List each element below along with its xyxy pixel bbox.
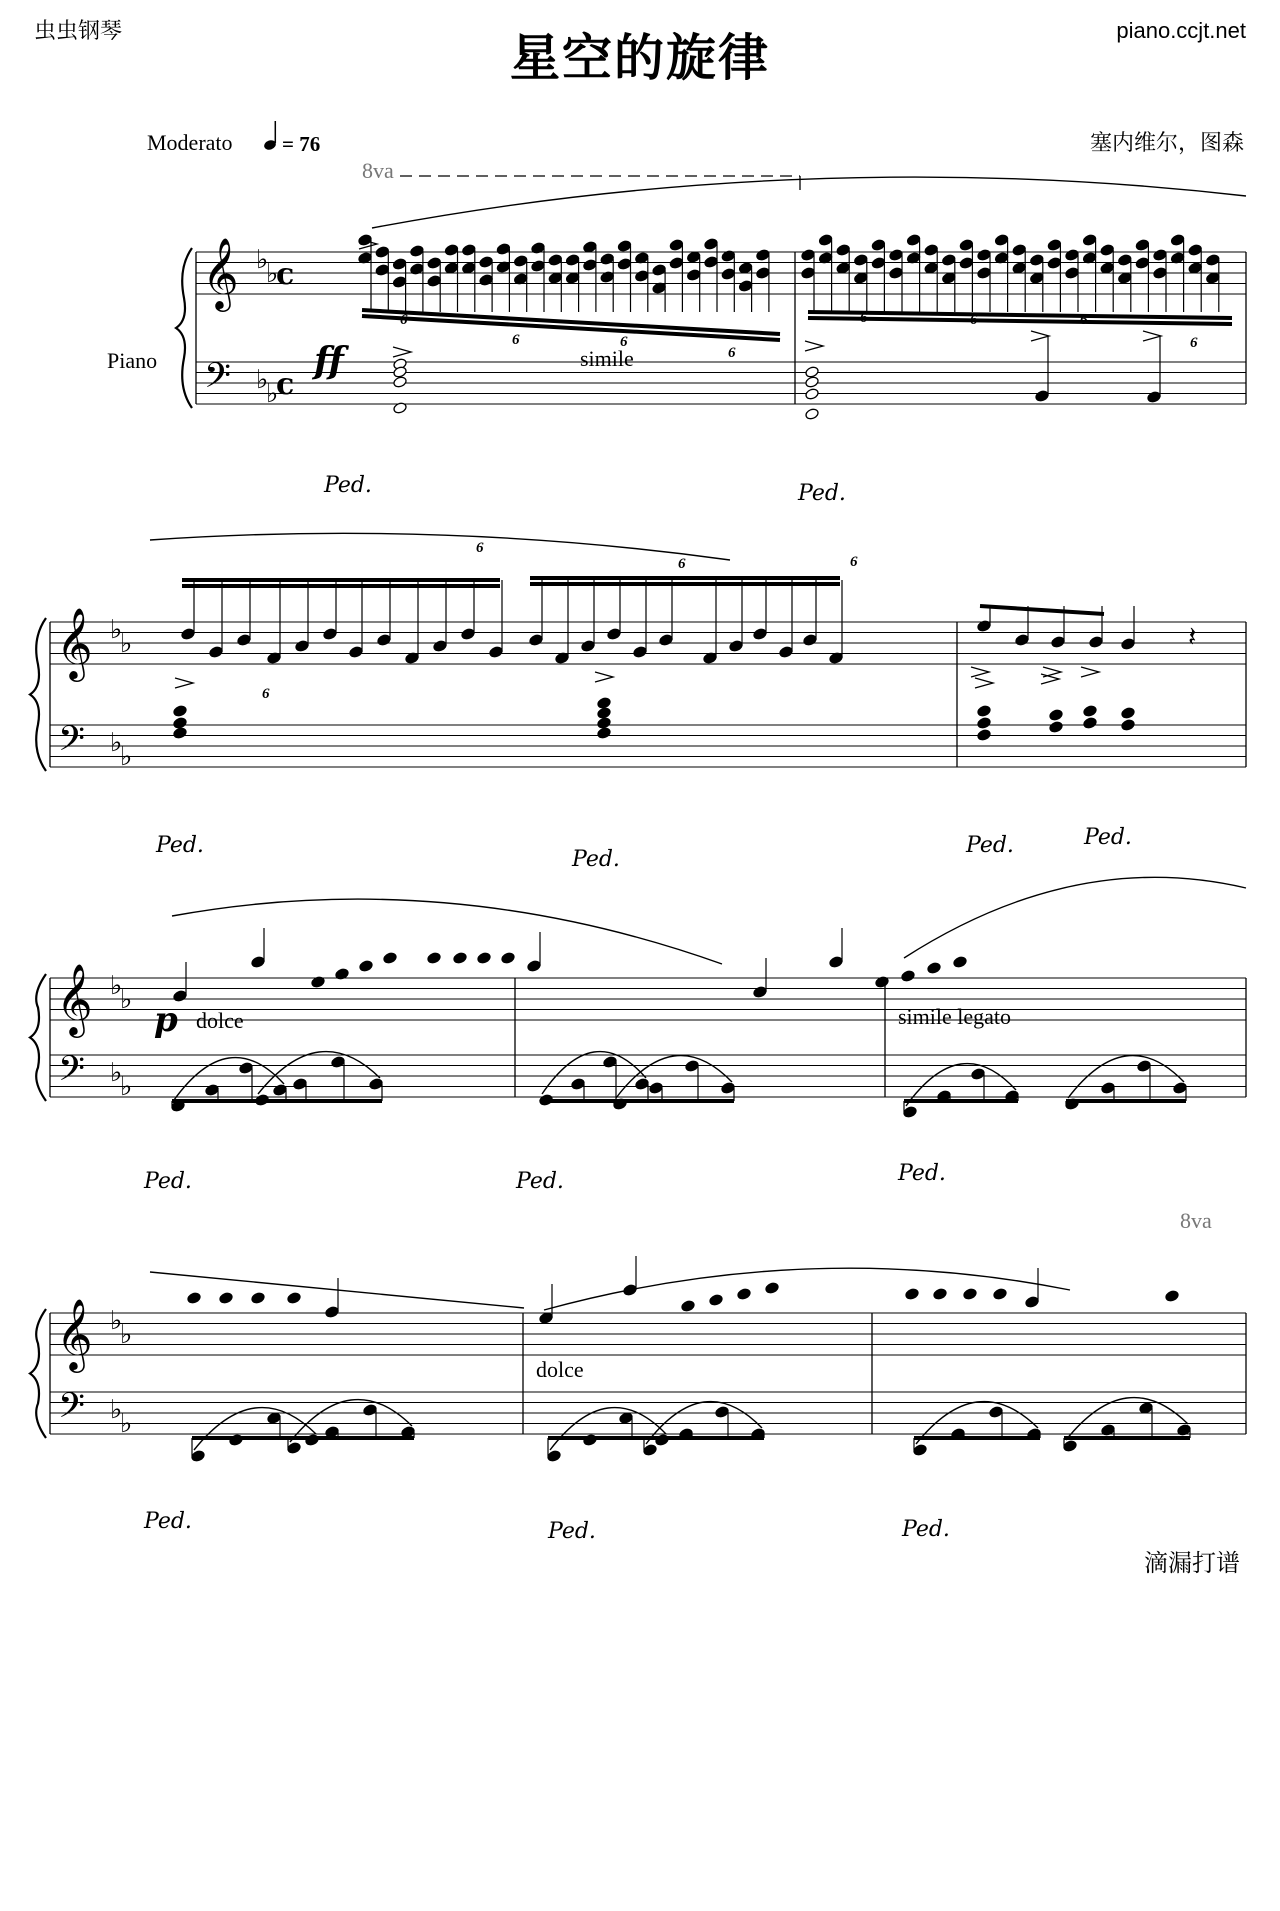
- notehead: [173, 705, 188, 718]
- notehead: [1029, 254, 1044, 267]
- notehead: [1065, 267, 1080, 280]
- notehead: [239, 1062, 254, 1075]
- notehead: [1012, 262, 1027, 275]
- flat-icon: ♭: [110, 1395, 123, 1425]
- pedal-marking: Ped.: [548, 1519, 596, 1544]
- notehead: [1147, 391, 1162, 404]
- notehead: [686, 269, 701, 282]
- notehead: [548, 272, 563, 285]
- notehead: [649, 1082, 664, 1095]
- notehead: [489, 646, 504, 659]
- notehead: [323, 628, 338, 641]
- notehead: [349, 646, 364, 659]
- notehead: [803, 634, 818, 647]
- notehead: [527, 960, 542, 973]
- notehead: [325, 1306, 340, 1319]
- notehead: [753, 986, 768, 999]
- bass-clef-icon: 𝄢: [58, 1048, 86, 1097]
- bass-clef-icon: 𝄢: [58, 718, 86, 767]
- notehead: [977, 267, 992, 280]
- notehead: [444, 262, 459, 275]
- notehead: [427, 952, 442, 965]
- notehead: [801, 249, 816, 262]
- tuplet-number: 6: [678, 556, 686, 572]
- slur: [150, 1272, 524, 1308]
- notehead: [461, 262, 476, 275]
- pedal-marking: Ped.: [572, 847, 620, 872]
- bass-clef-icon: 𝄢: [204, 355, 232, 404]
- dynamic-p: p: [154, 1000, 178, 1040]
- ottava-marking-2: 8va: [1180, 1208, 1212, 1233]
- notehead: [1121, 707, 1136, 720]
- notehead: [709, 1294, 724, 1307]
- notehead: [836, 262, 851, 275]
- notehead: [721, 268, 736, 281]
- notehead: [1029, 272, 1044, 285]
- tempo-marking: Moderato: [147, 130, 233, 155]
- time-signature: c: [276, 367, 295, 402]
- flat-icon: ♭: [120, 742, 133, 772]
- notehead: [634, 270, 649, 283]
- flat-icon: ♭: [110, 1306, 123, 1336]
- notehead: [853, 272, 868, 285]
- pedal-marking: Ped.: [902, 1517, 950, 1542]
- accent-icon: [805, 341, 823, 351]
- notehead: [1100, 262, 1115, 275]
- slur: [904, 877, 1246, 958]
- brace-icon: [30, 618, 46, 771]
- notehead: [461, 244, 476, 257]
- notehead: [1135, 239, 1150, 252]
- tuplet-number: 6: [476, 540, 484, 556]
- notehead: [1188, 262, 1203, 275]
- notehead: [444, 244, 459, 257]
- notehead: [715, 1406, 730, 1419]
- notehead: [173, 717, 188, 730]
- site-name-left: 虫虫钢琴: [34, 19, 123, 44]
- notehead: [219, 1292, 234, 1305]
- beam: [980, 606, 1104, 614]
- slur: [174, 1058, 284, 1100]
- notehead: [479, 256, 494, 269]
- slur: [172, 899, 722, 964]
- accent-icon: [1031, 331, 1049, 341]
- notehead: [191, 1450, 206, 1463]
- notehead: [924, 262, 939, 275]
- notehead: [721, 1082, 736, 1095]
- notehead: [597, 697, 612, 710]
- notehead: [369, 1078, 384, 1091]
- treble-clef-icon: 𝄞: [56, 606, 93, 679]
- notehead: [1135, 257, 1150, 270]
- beam: [362, 316, 780, 340]
- notehead: [635, 1078, 650, 1091]
- notehead: [531, 260, 546, 273]
- notehead: [1049, 709, 1064, 722]
- notehead: [1035, 390, 1050, 403]
- slur: [544, 1268, 1070, 1310]
- notehead: [756, 267, 771, 280]
- notehead: [1051, 636, 1066, 649]
- notehead: [410, 245, 425, 258]
- notehead: [1121, 638, 1136, 651]
- notehead: [392, 258, 407, 271]
- notehead: [669, 257, 684, 270]
- notehead: [287, 1442, 302, 1455]
- notehead: [427, 275, 442, 288]
- notehead: [359, 960, 374, 973]
- notehead: [1065, 249, 1080, 262]
- notehead: [977, 249, 992, 262]
- notehead: [496, 243, 511, 256]
- notehead: [1188, 244, 1203, 257]
- notehead: [704, 238, 719, 251]
- notehead: [427, 257, 442, 270]
- notehead: [913, 1444, 928, 1457]
- flat-icon: ♭: [120, 1409, 133, 1439]
- notehead: [659, 634, 674, 647]
- notehead: [237, 634, 252, 647]
- notehead: [765, 1282, 780, 1295]
- slur: [290, 1400, 412, 1442]
- notehead: [617, 258, 632, 271]
- notehead: [571, 1078, 586, 1091]
- flat-icon: ♭: [266, 259, 279, 289]
- ottava-marking: 8va: [362, 158, 394, 183]
- notehead: [377, 634, 392, 647]
- pedal-marking: Ped.: [898, 1161, 946, 1186]
- notehead: [205, 1084, 220, 1097]
- score-title: 星空的旋律: [510, 28, 770, 87]
- notehead: [565, 254, 580, 267]
- tuplet-number: 6: [850, 554, 858, 570]
- notehead: [477, 952, 492, 965]
- notehead: [1117, 272, 1132, 285]
- pedal-marking: Ped.: [516, 1169, 564, 1194]
- notehead: [597, 717, 612, 730]
- notehead: [597, 707, 612, 720]
- notehead: [889, 267, 904, 280]
- notehead: [829, 956, 844, 969]
- tuplet-number: 6: [620, 334, 628, 350]
- brace-icon: [30, 1309, 46, 1438]
- simile-legato-marking: simile legato: [898, 1004, 1012, 1029]
- flat-icon: ♭: [110, 971, 123, 1001]
- accent-icon: [971, 667, 989, 677]
- notehead: [633, 646, 648, 659]
- notehead: [1082, 234, 1097, 247]
- notehead: [173, 727, 188, 740]
- pedal-marking: Ped.: [798, 481, 846, 506]
- instrument-label: Piano: [107, 348, 158, 373]
- notehead: [681, 1300, 696, 1313]
- notehead: [753, 628, 768, 641]
- notehead: [603, 1056, 618, 1069]
- notehead: [737, 1288, 752, 1301]
- notehead: [669, 239, 684, 252]
- slur: [542, 1052, 646, 1094]
- notehead: [1049, 721, 1064, 734]
- notehead: [1153, 249, 1168, 262]
- notehead: [1117, 254, 1132, 267]
- notehead: [756, 249, 771, 262]
- flat-icon: ♭: [256, 365, 269, 395]
- accent-icon: [595, 672, 613, 682]
- notehead: [805, 376, 820, 389]
- notehead: [1205, 272, 1220, 285]
- time-signature: c: [276, 257, 295, 292]
- notehead: [181, 628, 196, 641]
- flat-icon: ♭: [120, 629, 133, 659]
- notehead: [959, 257, 974, 270]
- notehead: [977, 729, 992, 742]
- tuplet-number: 6: [1190, 335, 1198, 351]
- notehead: [293, 1078, 308, 1091]
- notehead: [1015, 634, 1030, 647]
- notehead: [267, 1412, 282, 1425]
- brace-icon: [176, 248, 192, 408]
- dynamic-ff: ff: [314, 340, 344, 382]
- accent-icon: [975, 678, 993, 688]
- accent-icon: [1143, 331, 1161, 341]
- site-url: piano.ccjt.net: [1116, 18, 1246, 43]
- notehead: [738, 280, 753, 293]
- notehead: [383, 952, 398, 965]
- pedal-marking: Ped.: [324, 473, 372, 498]
- notehead: [375, 246, 390, 259]
- beam: [362, 310, 780, 334]
- notehead: [375, 264, 390, 277]
- notehead: [805, 366, 820, 379]
- tuplet-number: 6: [1080, 312, 1088, 328]
- notehead: [461, 628, 476, 641]
- notehead: [805, 408, 820, 421]
- notehead: [617, 240, 632, 253]
- notehead: [392, 276, 407, 289]
- notehead: [187, 1292, 202, 1305]
- accent-icon: [175, 678, 193, 688]
- notehead: [1063, 1440, 1078, 1453]
- notehead: [583, 241, 598, 254]
- notehead: [209, 646, 224, 659]
- flat-icon: ♭: [110, 615, 123, 645]
- notehead: [779, 646, 794, 659]
- notehead: [836, 244, 851, 257]
- pedal-marking: Ped.: [966, 833, 1014, 858]
- flat-icon: ♭: [110, 1058, 123, 1088]
- notehead: [1012, 244, 1027, 257]
- notehead: [941, 254, 956, 267]
- notehead: [251, 1292, 266, 1305]
- notehead: [393, 376, 408, 389]
- notehead: [581, 640, 596, 653]
- notehead: [801, 267, 816, 280]
- tuplet-number: 6: [970, 312, 978, 328]
- notehead: [287, 1292, 302, 1305]
- flat-icon: ♭: [110, 728, 123, 758]
- brace-icon: [30, 974, 46, 1101]
- notehead: [941, 272, 956, 285]
- notehead: [906, 234, 921, 247]
- flat-icon: ♭: [120, 985, 133, 1015]
- notehead: [583, 259, 598, 272]
- treble-clef-icon: 𝄞: [202, 236, 239, 309]
- treble-clef-icon: 𝄞: [56, 1297, 93, 1370]
- simile-marking: simile: [580, 346, 634, 371]
- notehead: [729, 640, 744, 653]
- slur: [1068, 1056, 1184, 1098]
- notehead: [295, 640, 310, 653]
- rest-icon: 𝄽: [1188, 620, 1197, 653]
- notehead: [501, 952, 516, 965]
- notehead: [619, 1412, 634, 1425]
- notehead: [1137, 1060, 1152, 1073]
- tuplet-number: 6: [262, 686, 270, 702]
- tuplet-number: 6: [728, 345, 736, 361]
- notehead: [1165, 1290, 1180, 1303]
- notehead: [1139, 1402, 1154, 1415]
- notehead: [1083, 705, 1098, 718]
- notehead: [643, 1444, 658, 1457]
- notehead: [901, 970, 916, 983]
- notehead: [433, 640, 448, 653]
- flat-icon: ♭: [120, 1320, 133, 1350]
- footer-credit: 滴漏打谱: [1144, 1549, 1240, 1577]
- notehead: [963, 1288, 978, 1301]
- notehead: [889, 249, 904, 262]
- notehead: [871, 239, 886, 252]
- slur: [372, 177, 1246, 228]
- notehead: [273, 1084, 288, 1097]
- treble-clef-icon: 𝄞: [56, 962, 93, 1035]
- pedal-marking: Ped.: [1084, 825, 1132, 850]
- notehead: [971, 1068, 986, 1081]
- notehead: [652, 264, 667, 277]
- flat-icon: ♭: [266, 379, 279, 409]
- notehead: [363, 1404, 378, 1417]
- notehead: [959, 239, 974, 252]
- notehead: [1170, 234, 1185, 247]
- dolce-marking: dolce: [196, 1008, 244, 1033]
- composer: 塞内维尔，图森: [1089, 131, 1244, 156]
- notehead: [871, 257, 886, 270]
- slur: [616, 1056, 732, 1098]
- slur: [150, 533, 730, 560]
- notehead: [479, 274, 494, 287]
- notehead: [933, 1288, 948, 1301]
- notehead: [565, 272, 580, 285]
- dolce-marking-2: dolce: [536, 1357, 584, 1382]
- notehead: [1121, 719, 1136, 732]
- tuplet-number: 6: [512, 332, 520, 348]
- notehead: [1173, 1082, 1188, 1095]
- notehead: [597, 727, 612, 740]
- notehead: [1083, 717, 1098, 730]
- slur: [550, 1408, 666, 1450]
- notehead: [977, 717, 992, 730]
- notehead: [704, 256, 719, 269]
- notehead: [686, 251, 701, 264]
- notehead: [1089, 636, 1104, 649]
- notehead: [989, 1406, 1004, 1419]
- tuplet-number: 6: [400, 312, 408, 328]
- notehead: [1047, 239, 1062, 252]
- notehead: [818, 234, 833, 247]
- pedal-marking: Ped.: [144, 1509, 192, 1534]
- notehead: [331, 1056, 346, 1069]
- notehead: [453, 952, 468, 965]
- notehead: [977, 705, 992, 718]
- bass-clef-icon: 𝄢: [58, 1385, 86, 1434]
- notehead: [607, 628, 622, 641]
- notehead: [539, 1312, 554, 1325]
- notehead: [1025, 1296, 1040, 1309]
- notehead: [251, 956, 266, 969]
- pedal-marking: Ped.: [156, 833, 204, 858]
- notehead: [1101, 1082, 1116, 1095]
- flat-icon: ♭: [256, 245, 269, 275]
- tuplet-number: 6: [860, 310, 868, 326]
- notehead: [547, 1450, 562, 1463]
- flat-icon: ♭: [120, 1072, 133, 1102]
- notehead: [600, 253, 615, 266]
- notehead: [924, 244, 939, 257]
- notehead: [805, 388, 820, 401]
- notehead: [529, 634, 544, 647]
- notehead: [927, 962, 942, 975]
- notehead: [1205, 254, 1220, 267]
- notehead: [994, 234, 1009, 247]
- notehead: [548, 254, 563, 267]
- notehead: [738, 262, 753, 275]
- notehead: [853, 254, 868, 267]
- notehead: [905, 1288, 920, 1301]
- pedal-marking: Ped.: [144, 1169, 192, 1194]
- notehead: [513, 255, 528, 268]
- notehead: [903, 1106, 918, 1119]
- notehead: [1153, 267, 1168, 280]
- metronome-value: = 76: [282, 132, 321, 156]
- accent-icon: [393, 347, 411, 357]
- notehead: [1100, 244, 1115, 257]
- notehead: [993, 1288, 1008, 1301]
- notehead: [953, 956, 968, 969]
- notehead: [685, 1060, 700, 1073]
- notehead: [1047, 257, 1062, 270]
- accent-icon: [1081, 667, 1099, 677]
